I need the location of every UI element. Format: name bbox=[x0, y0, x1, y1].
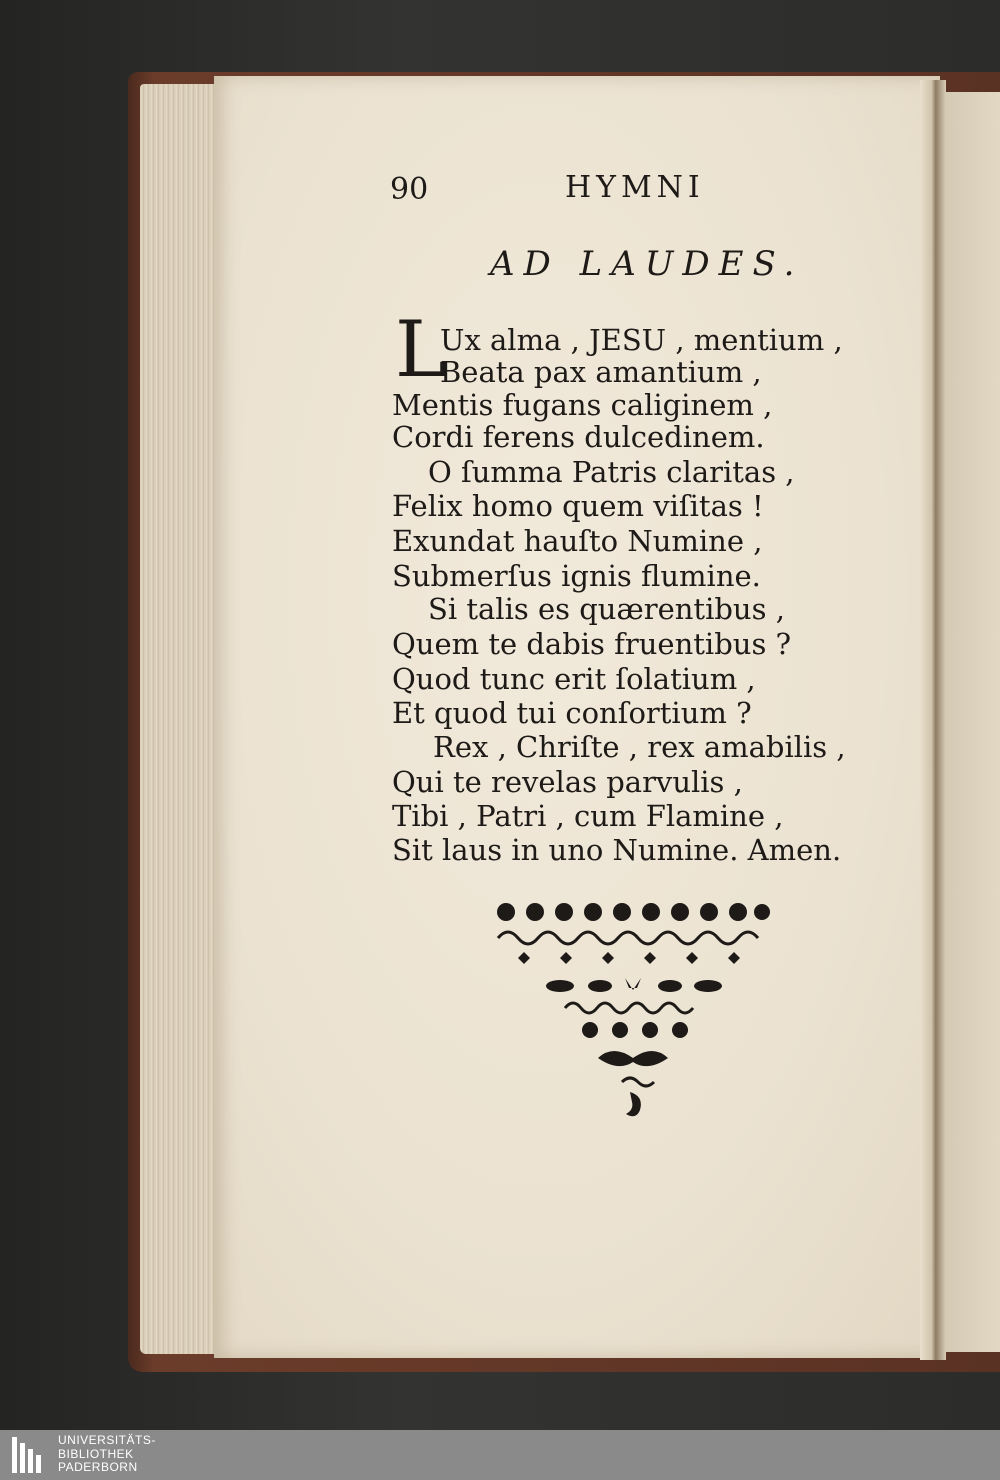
running-head: HYMNI bbox=[565, 170, 705, 205]
ornament-row-3 bbox=[518, 952, 740, 964]
library-name-line-3: PADERBORN bbox=[58, 1460, 138, 1474]
ornament-vignette bbox=[490, 896, 780, 1128]
ornament-row-1 bbox=[497, 903, 770, 921]
library-name-line-1: UNIVERSITÄTS- bbox=[58, 1433, 156, 1447]
ornament-row-2 bbox=[498, 932, 758, 944]
hymn-line: Beata pax amantium , bbox=[440, 355, 762, 389]
ornament-row-7 bbox=[598, 1051, 668, 1066]
book-gutter bbox=[920, 80, 946, 1360]
hymn-line: Cordi ferens dulcedinem. bbox=[392, 420, 765, 454]
ornament-row-4 bbox=[546, 978, 722, 992]
hymn-line: Tibi , Patri , cum Flamine , bbox=[392, 799, 784, 833]
drop-cap: L bbox=[395, 305, 447, 395]
page-number: 90 bbox=[390, 172, 429, 207]
ornament-tail bbox=[626, 1092, 641, 1116]
library-logo-icon bbox=[10, 1435, 50, 1475]
hymn-line: O ſumma Patris claritas , bbox=[428, 455, 795, 489]
library-name-line-2: BIBLIOTHEK bbox=[58, 1446, 134, 1461]
hymn-line: Si talis es quærentibus , bbox=[428, 592, 785, 626]
hymn-line: Qui te revelas parvulis , bbox=[392, 765, 743, 799]
ornament-row-8 bbox=[622, 1078, 654, 1086]
hymn-line: Ux alma , JESU , mentium , bbox=[440, 323, 843, 357]
hymn-line: Quem te dabis fruentibus ? bbox=[392, 627, 792, 661]
hymn-line: Felix homo quem viſitas ! bbox=[392, 489, 764, 523]
hymn-line: Submerſus ignis flumine. bbox=[392, 559, 761, 593]
hymn-line: Sit laus in uno Numine. Amen. bbox=[392, 833, 842, 867]
library-name bbox=[58, 1434, 156, 1475]
hymn-line: Quod tunc erit ſolatium , bbox=[392, 662, 756, 696]
hymn-line: Et quod tui conſortium ? bbox=[392, 696, 752, 730]
ornament-row-6 bbox=[582, 1022, 688, 1038]
section-title: AD LAUDES. bbox=[490, 244, 804, 284]
hymn-line: Mentis fugans caliginem , bbox=[392, 388, 773, 422]
ornament-row-5 bbox=[565, 1003, 693, 1013]
hymn-line: Exundat hauſto Numine , bbox=[392, 524, 763, 558]
hymn-line: Rex , Chriſte , rex amabilis , bbox=[433, 730, 846, 764]
library-footer bbox=[0, 1430, 1000, 1480]
right-page-edge bbox=[946, 92, 1000, 1352]
